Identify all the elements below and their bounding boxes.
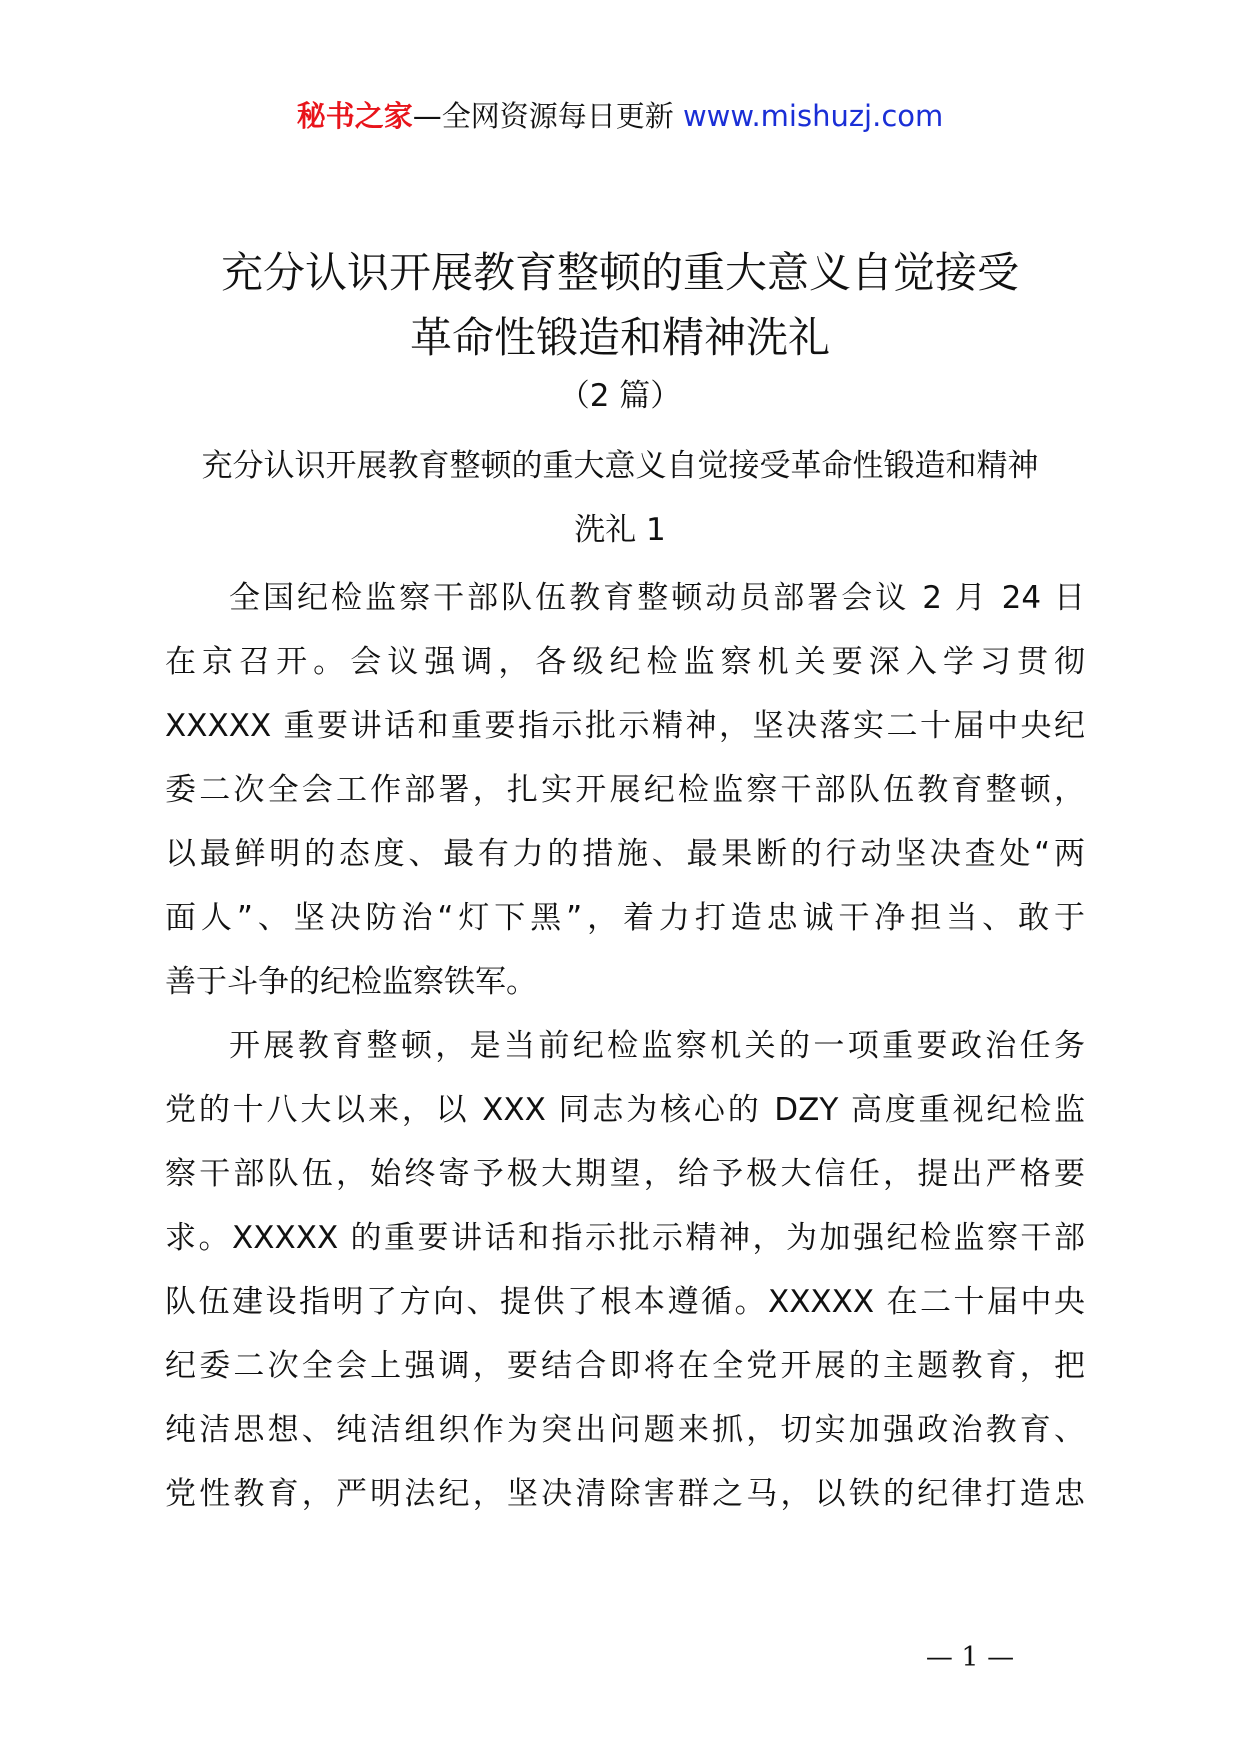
section-title [140, 434, 1100, 562]
site-header [0, 96, 1240, 136]
text-line: XXXXX 重要讲话和重要指示批示精神，坚决落实二十届中央纪 [165, 708, 1085, 744]
text-line: 委二次全会工作部署，扎实开展纪检监察干部队伍教育整顿， [165, 772, 1085, 808]
text-line: 开展教育整顿，是当前纪检监察机关的一项重要政治任务 [229, 1028, 1085, 1064]
text-line: 察干部队伍，始终寄予极大期望，给予极大信任，提出严格要 [165, 1156, 1085, 1192]
paragraph [165, 1014, 1085, 1526]
page-number: — 1 — [925, 1642, 1015, 1673]
document-body [165, 566, 1085, 1526]
section-title-line: 洗礼 1 [574, 512, 666, 548]
text-line: 纯洁思想、纯洁组织作为突出问题来抓，切实加强政治教育、 [165, 1412, 1085, 1448]
document-title-line: 充分认识开展教育整顿的重大意义自觉接受 [220, 248, 1019, 297]
text-line: 党性教育，严明法纪，坚决清除害群之马，以铁的纪律打造忠 [165, 1476, 1085, 1512]
text-line: 纪委二次全会上强调，要结合即将在全党开展的主题教育，把 [165, 1348, 1085, 1384]
site-url-link[interactable]: www.mishuzj.com [682, 99, 944, 133]
text-line: 求。XXXXX 的重要讲话和指示批示精神，为加强纪检监察干部 [165, 1220, 1085, 1256]
text-line: 善于斗争的纪检监察铁军。 [165, 964, 537, 1000]
document-title [120, 240, 1120, 370]
text-line: 面人”、坚决防治“灯下黑”，着力打造忠诚干净担当、敢于 [165, 900, 1085, 936]
text-line: 以最鲜明的态度、最有力的措施、最果断的行动坚决查处“两 [165, 836, 1085, 872]
document-title-line: 革命性锻造和精神洗礼 [409, 313, 830, 362]
text-line: 队伍建设指明了方向、提供了根本遵循。XXXXX 在二十届中央 [165, 1284, 1085, 1320]
section-title-line: 充分认识开展教育整顿的重大意义自觉接受革命性锻造和精神 [201, 448, 1039, 484]
site-brand: 秘书之家 [296, 99, 413, 133]
text-line: 全国纪检监察干部队伍教育整顿动员部署会议 2 月 24 日 [229, 580, 1085, 616]
site-tagline: —全网资源每日更新 [412, 99, 674, 133]
text-line: 党的十八大以来，以 XXX 同志为核心的 DZY 高度重视纪检监 [165, 1092, 1085, 1128]
text-line: 在京召开。会议强调，各级纪检监察机关要深入学习贯彻 [165, 644, 1085, 680]
document-count: （2 篇） [558, 378, 682, 414]
paragraph [165, 566, 1085, 1014]
